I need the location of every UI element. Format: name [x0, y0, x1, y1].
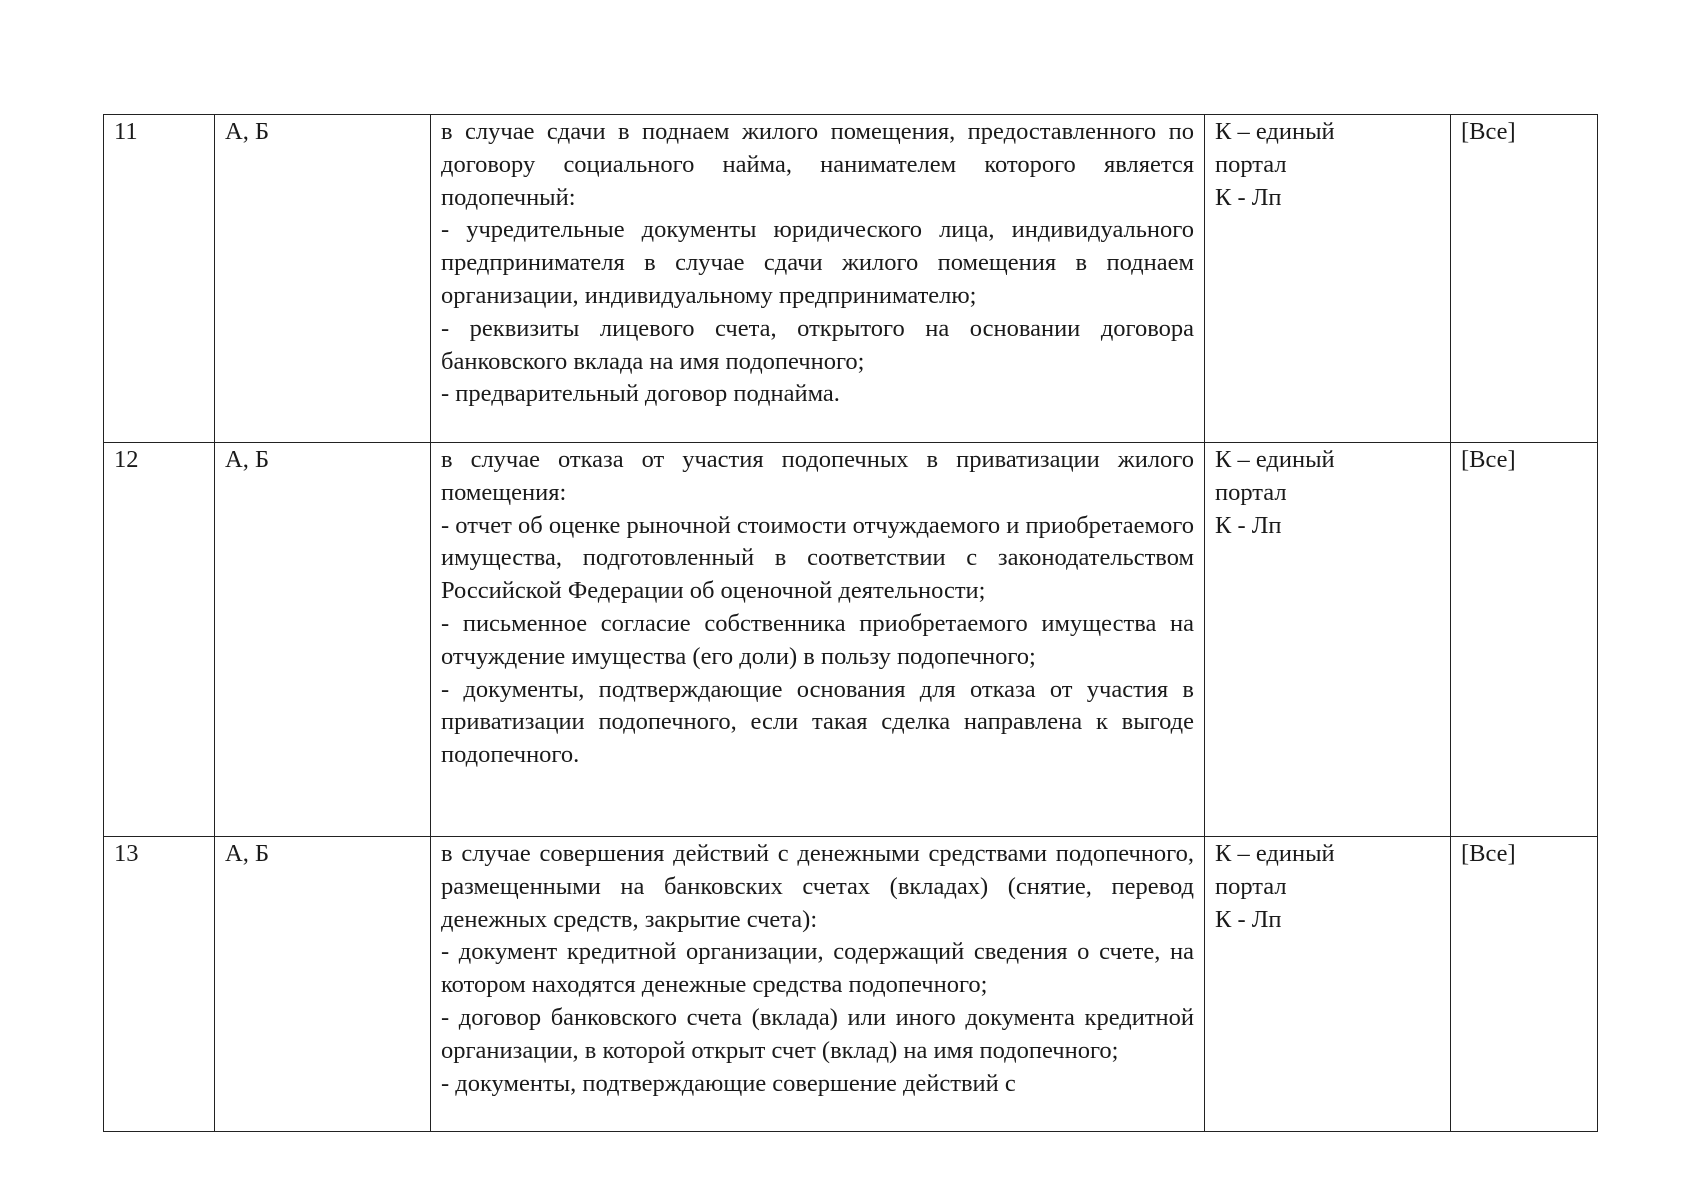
- description-paragraph: в случае отказа от участия подопечных в приватизации жилого помещения:: [441, 446, 1194, 506]
- description-clip: [441, 838, 1194, 1100]
- description-paragraph: - документ кредитной организации, содержащий сведения о счете, на котором находятся денежные средства подопечного;: [441, 938, 1194, 999]
- channel-cell: [1205, 115, 1451, 443]
- description-cell: [431, 115, 1205, 443]
- table-row: [104, 115, 1598, 443]
- scope-cell: [1451, 837, 1598, 1132]
- category-value: А, Б: [225, 446, 270, 473]
- row-number-cell: [104, 443, 215, 837]
- description-paragraph: - реквизиты лицевого счета, открытого на основании договора банковского вклада на имя подопечного;: [441, 314, 1194, 375]
- description-paragraph: - учредительные документы юридического лица, индивидуального предпринимателя в случае сдачи жилого помещения в поднаем организации, индивидуальному предпринимателю;: [441, 216, 1194, 309]
- channel-line: портал: [1215, 478, 1287, 506]
- description-cell: [431, 837, 1205, 1132]
- category-cell: [215, 837, 431, 1132]
- table-row: [104, 443, 1598, 837]
- channel-line: портал: [1215, 872, 1287, 900]
- category-value: А, Б: [225, 118, 270, 145]
- channel-line: К – единый: [1215, 118, 1335, 145]
- table-row: [104, 837, 1598, 1132]
- channel-line: К - Лп: [1215, 905, 1282, 933]
- requirements-table: [103, 114, 1598, 1132]
- row-number-cell: [104, 837, 215, 1132]
- channel-line: К – единый: [1215, 840, 1335, 867]
- row-number-cell: [104, 115, 215, 443]
- description-paragraph: - отчет об оценке рыночной стоимости отчуждаемого и приобретаемого имущества, подготовленный в соответствии с законодательством Российской Федерации об оценочной деятельности;: [441, 511, 1194, 605]
- description-paragraph: - документы, подтверждающие совершение действий с: [441, 1069, 1016, 1097]
- channel-line: К - Лп: [1215, 511, 1282, 539]
- channel-line: портал: [1215, 150, 1287, 178]
- category-cell: [215, 115, 431, 443]
- description-cell: [431, 443, 1205, 837]
- channel-line: К - Лп: [1215, 183, 1282, 211]
- category-value: А, Б: [225, 840, 270, 867]
- category-cell: [215, 443, 431, 837]
- description-paragraph: - предварительный договор поднайма.: [441, 380, 840, 408]
- description-paragraph: в случае совершения действий с денежными средствами подопечного, размещенными на банковских счетах (вкладах) (снятие, перевод денежных средств, закрытие счета):: [441, 840, 1194, 933]
- row-number: 11: [114, 118, 138, 145]
- row-number: 12: [114, 446, 139, 473]
- scope-cell: [1451, 115, 1598, 443]
- channel-line: К – единый: [1215, 446, 1335, 473]
- scope-cell: [1451, 443, 1598, 837]
- description-paragraph: - письменное согласие собственника приобретаемого имущества на отчуждение имущества (его доли) в пользу подопечного;: [441, 609, 1194, 670]
- scope-value: [Все]: [1461, 840, 1516, 867]
- description-paragraph: - документы, подтверждающие основания для отказа от участия в приватизации подопечного, если такая сделка направлена к выгоде подопечного.: [441, 675, 1194, 769]
- channel-cell: [1205, 837, 1451, 1132]
- description-paragraph: в случае сдачи в поднаем жилого помещения, предоставленного по договору социального найма, нанимателем которого является подопечный:: [441, 118, 1194, 211]
- scope-value: [Все]: [1461, 118, 1516, 145]
- channel-cell: [1205, 443, 1451, 837]
- row-number: 13: [114, 840, 139, 867]
- scope-value: [Все]: [1461, 446, 1516, 473]
- description-paragraph: - договор банковского счета (вклада) или иного документа кредитной организации, в которой открыт счет (вклад) на имя подопечного;: [441, 1003, 1194, 1064]
